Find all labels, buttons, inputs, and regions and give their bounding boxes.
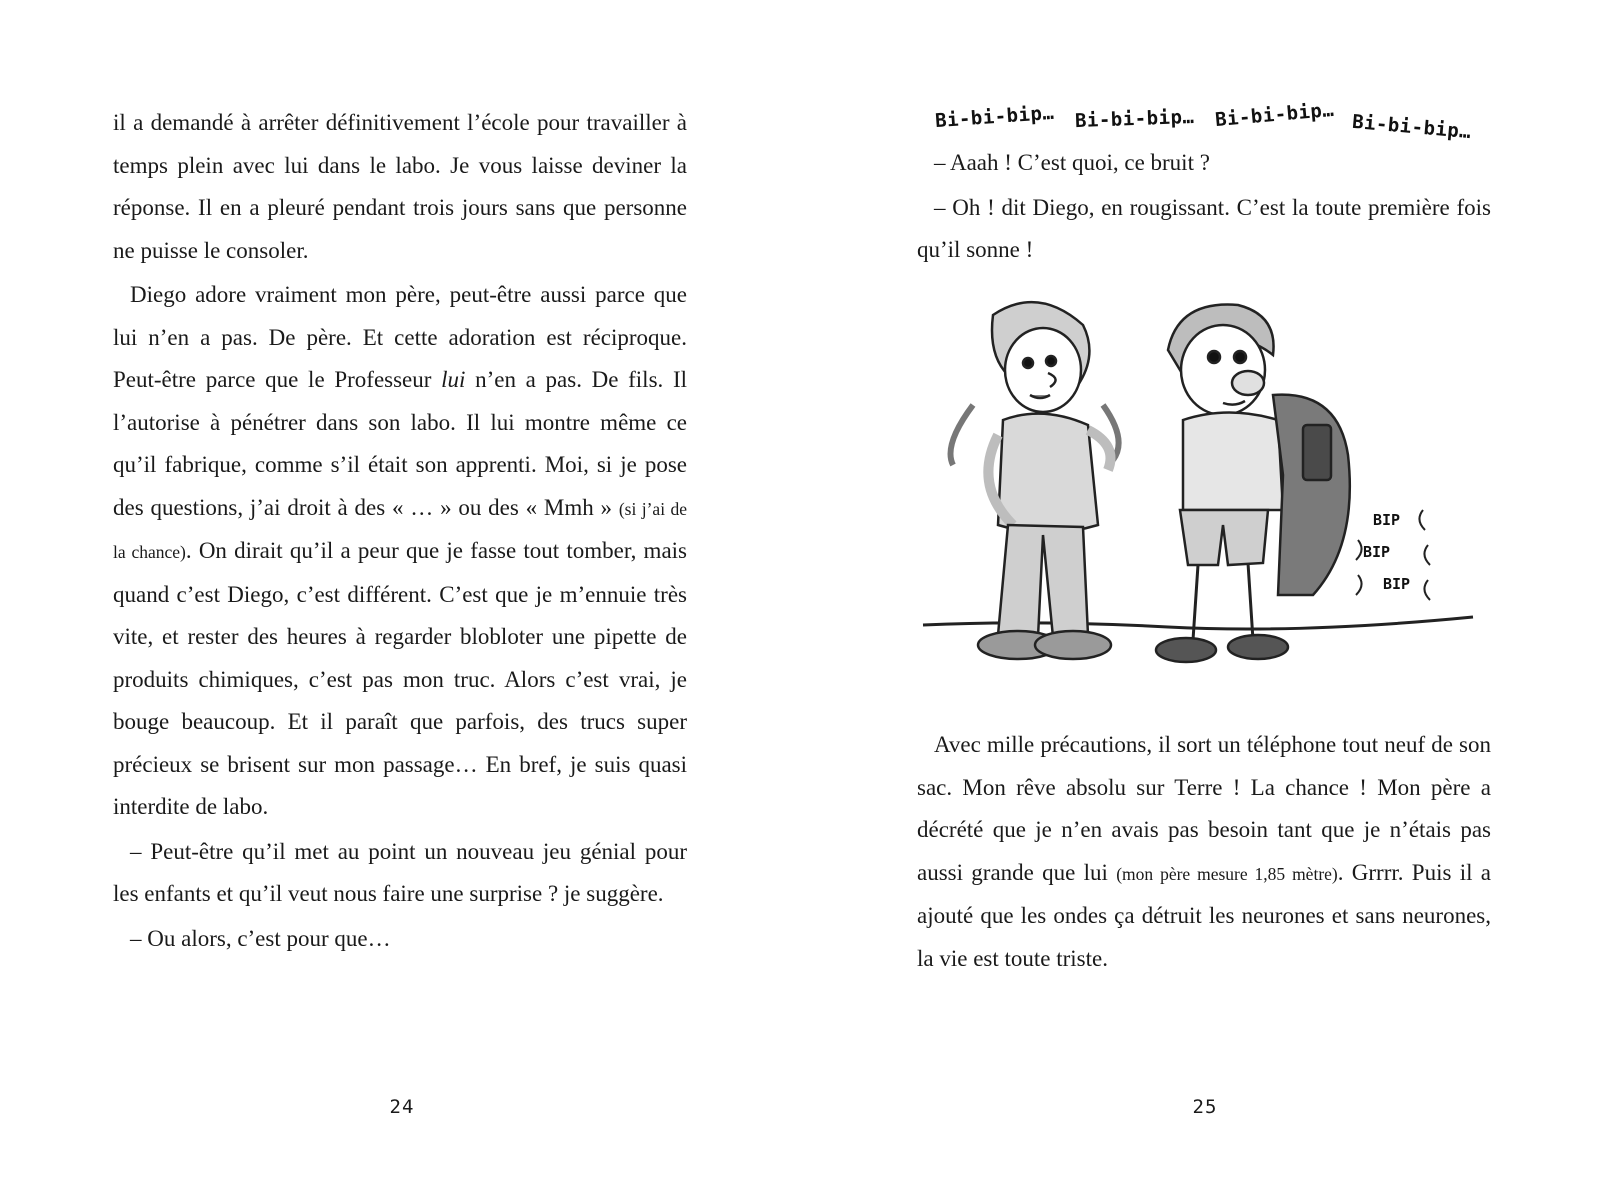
right-page	[800, 0, 1600, 1200]
dialogue-line-1: – Aaah ! C’est quoi, ce bruit ?	[934, 150, 1210, 175]
aside-small-text: (si j’ai de la chance)	[113, 498, 687, 562]
paragraph-2-part-e: . On dirait qu’il a peur que je fasse tout tomber, mais quand c’est Diego, c’est différent. C’est que je m’ennuie très vite, et rester des heures à regarder blobloter une pipette de produits chimiques, c’est pas mon truc. Alors c’est vrai, je bouge beaucoup. Et il paraît que parfois, des trucs super précieux se brisent sur mon passage… En bref, je suis quasi interdite de labo.	[113, 538, 687, 819]
aside-small-text-right: (mon père mesure 1,85 mètre)	[1116, 863, 1338, 884]
illustration-girl-and-boy	[918, 295, 1478, 705]
paragraph-4: – Ou alors, c’est pour que…	[130, 925, 391, 951]
bip-labels	[1356, 510, 1430, 600]
paragraph-2-part-a: Diego adore vraiment mon père, peut-être aussi parce que lui n’en a pas. De père. Et cette adoration est réciproque. Peut-être parce que le Professeur	[113, 282, 687, 392]
phone-shape	[1303, 425, 1331, 480]
paragraph-right	[917, 724, 1491, 980]
sound-effect-2: Bi-bi-bip…	[1074, 105, 1195, 133]
sound-effect-1: Bi-bi-bip…	[934, 101, 1056, 133]
page-number-right: 25	[1192, 1096, 1218, 1118]
paragraph-3: – Peut-être qu’il met au point un nouveau jeu génial pour les enfants et qu’il veut nous faire une surprise ? je suggère.	[113, 838, 687, 906]
left-page-text	[113, 102, 687, 962]
paragraph-2-part-c: n’en a pas. De fils. Il l’autorise à pénétrer dans son labo. Il lui montre même ce qu’il fabrique, comme s’il était son apprenti. Moi, si je pose des questions, j’ai droit à des « … » ou des « Mmh »	[113, 367, 687, 520]
girl-figure	[951, 302, 1119, 659]
sound-effect-3: Bi-bi-bip…	[1214, 98, 1336, 132]
dialogue-line-2: – Oh ! dit Diego, en rougissant. C’est la toute première fois qu’il sonne !	[917, 194, 1491, 262]
right-page-paragraph	[917, 724, 1491, 982]
paragraph-right-part-c: . Grrrr. Puis il a ajouté que les ondes ça détruit les neurones et sans neurones, la vie est toute triste.	[917, 859, 1491, 971]
sound-effect-4: Bi-bi-bip…	[1351, 110, 1473, 144]
emphasis-lui: lui	[441, 367, 466, 392]
paragraph-2	[113, 274, 687, 829]
boy-figure	[1156, 305, 1350, 662]
bip-label-1: BIP	[1373, 511, 1401, 529]
bip-label-2: BIP	[1363, 543, 1391, 561]
page-number-left: 24	[389, 1096, 415, 1118]
paragraph-1: il a demandé à arrêter définitivement l’école pour travailler à temps plein avec lui dans le labo. Je vous laisse deviner la réponse. Il en a pleuré pendant trois jours sans que personne ne puisse le consoler.	[113, 110, 687, 263]
bip-label-3: BIP	[1383, 575, 1411, 593]
paragraph-right-part-a: Avec mille précautions, il sort un téléphone tout neuf de son sac. Mon rêve absolu sur Terre ! La chance ! Mon père a décrété que je n’en avais pas besoin tant que je n’étais pas aussi grande que lui	[917, 732, 1491, 885]
right-page-dialogue	[917, 142, 1491, 274]
